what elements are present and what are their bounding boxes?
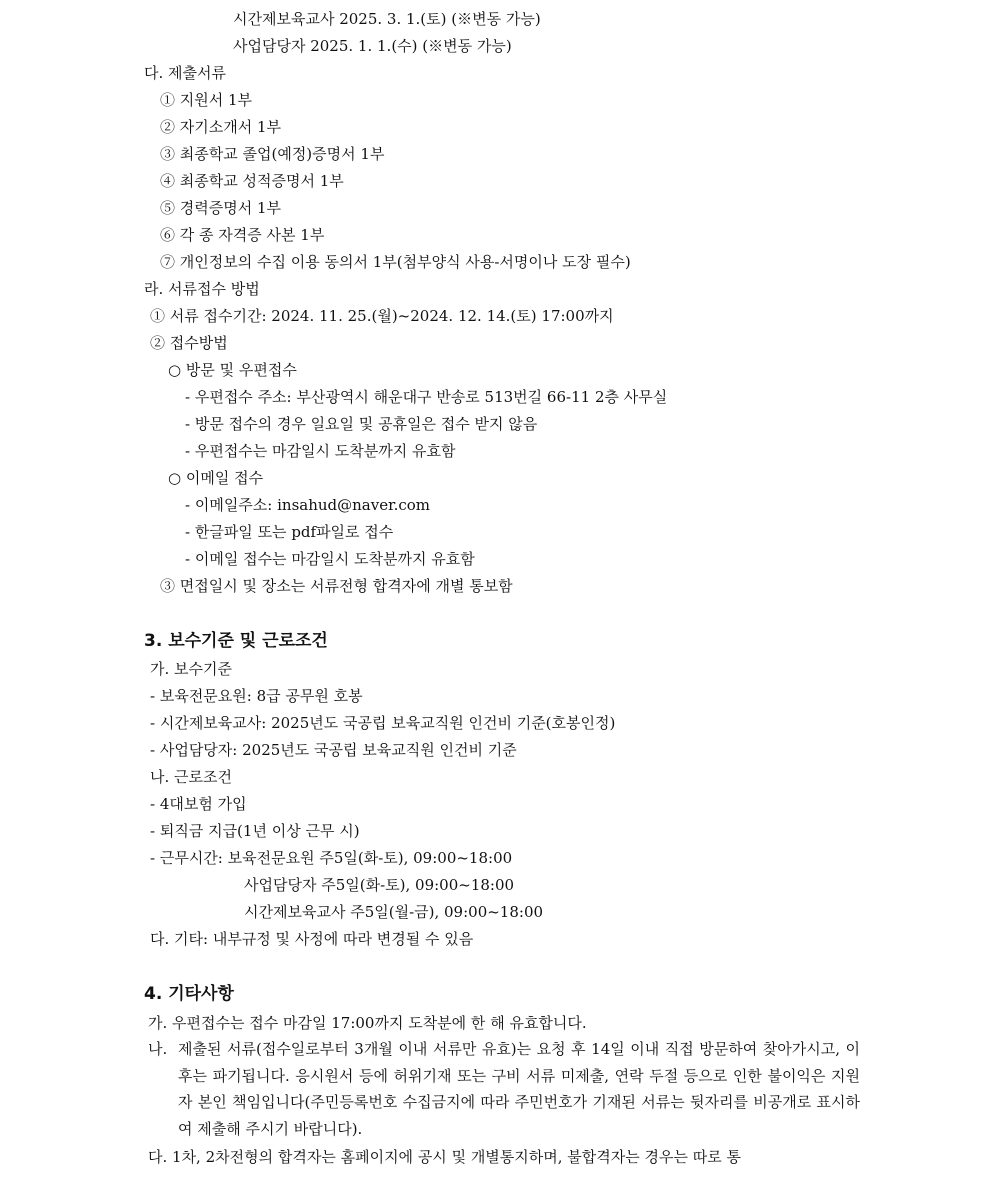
document-item: ① 지원서 1부 bbox=[160, 91, 253, 109]
notice-da: 다. 1차, 2차전형의 합격자는 홈페이지에 공시 및 개별통지하며, 불합격자는 경우는 따로 통 bbox=[148, 1148, 741, 1166]
work-item: - 퇴직금 지급(1년 이상 근무 시) bbox=[150, 822, 360, 840]
notice-na bbox=[148, 1036, 860, 1143]
section-3-title: 3. 보수기준 및 근로조건 bbox=[144, 631, 328, 651]
pay-heading: 가. 보수기준 bbox=[150, 660, 232, 678]
pay-item: - 사업담당자: 2025년도 국공립 보육교직원 인건비 기준 bbox=[150, 741, 517, 759]
document-item: ③ 최종학교 졸업(예정)증명서 1부 bbox=[160, 145, 385, 163]
receipt-heading: 라. 서류접수 방법 bbox=[144, 280, 260, 298]
email-heading: ○ 이메일 접수 bbox=[168, 469, 264, 487]
email-item: - 이메일주소: insahud@naver.com bbox=[185, 496, 431, 514]
start-date-project-manager: 사업담당자 2025. 1. 1.(수) (※변동 가능) bbox=[233, 37, 512, 55]
document-item: ④ 최종학교 성적증명서 1부 bbox=[160, 172, 344, 190]
document-item: ⑥ 각 종 자격증 사본 1부 bbox=[160, 226, 325, 244]
documents-heading: 다. 제출서류 bbox=[144, 64, 226, 82]
work-item: - 근무시간: 보육전문요원 주5일(화-토), 09:00~18:00 bbox=[150, 849, 513, 867]
receipt-period: ① 서류 접수기간: 2024. 11. 25.(월)~2024. 12. 14.(토) 17:00까지 bbox=[150, 307, 614, 325]
email-item: - 한글파일 또는 pdf파일로 접수 bbox=[185, 523, 394, 541]
visit-mail-item: - 우편접수 주소: 부산광역시 해운대구 반송로 513번길 66-11 2층 사무실 bbox=[185, 388, 668, 406]
notice-na-text: 제출된 서류(접수일로부터 3개월 이내 서류만 유효)는 요청 후 14일 이내 직접 방문하여 찾아가시고, 이후는 파기됩니다. 응시원서 등에 허위기재 또는 구비 서류 미제출, 연락 두절 등으로 인한 불이익은 지원자 본인 책임입니다(주민등록번호 수집금지에 따라 주민번호가 기재된 서류는 뒷자리를 비공개로 표시하여 제출해 주시기 바랍니다). bbox=[178, 1040, 860, 1139]
section-4-title: 4. 기타사항 bbox=[144, 984, 234, 1004]
work-hours-cont: 시간제보육교사 주5일(월-금), 09:00~18:00 bbox=[244, 903, 544, 921]
visit-mail-heading: ○ 방문 및 우편접수 bbox=[168, 361, 297, 379]
work-item: - 4대보험 가입 bbox=[150, 795, 247, 813]
visit-mail-item: - 우편접수는 마감일시 도착분까지 유효함 bbox=[185, 442, 456, 460]
interview-notice: ③ 면접일시 및 장소는 서류전형 합격자에 개별 통보함 bbox=[160, 577, 513, 595]
start-date-parttime-teacher: 시간제보육교사 2025. 3. 1.(토) (※변동 가능) bbox=[233, 10, 541, 28]
notice-na-marker: 나. bbox=[148, 1040, 168, 1058]
receipt-method: ② 접수방법 bbox=[150, 334, 228, 352]
document-item: ⑤ 경력증명서 1부 bbox=[160, 199, 282, 217]
email-item: - 이메일 접수는 마감일시 도착분까지 유효함 bbox=[185, 550, 475, 568]
document-item: ⑦ 개인정보의 수집 이용 동의서 1부(첨부양식 사용-서명이나 도장 필수) bbox=[160, 253, 631, 271]
pay-item: - 시간제보육교사: 2025년도 국공립 보육교직원 인건비 기준(호봉인정) bbox=[150, 714, 616, 732]
work-heading: 나. 근로조건 bbox=[150, 768, 232, 786]
pay-item: - 보육전문요원: 8급 공무원 호봉 bbox=[150, 687, 363, 705]
etc-note: 다. 기타: 내부규정 및 사정에 따라 변경될 수 있음 bbox=[150, 930, 474, 948]
work-hours-cont: 사업담당자 주5일(화-토), 09:00~18:00 bbox=[244, 876, 515, 894]
document-item: ② 자기소개서 1부 bbox=[160, 118, 282, 136]
notice-ga: 가. 우편접수는 접수 마감일 17:00까지 도착분에 한 해 유효합니다. bbox=[148, 1014, 587, 1032]
visit-mail-item: - 방문 접수의 경우 일요일 및 공휴일은 접수 받지 않음 bbox=[185, 415, 538, 433]
